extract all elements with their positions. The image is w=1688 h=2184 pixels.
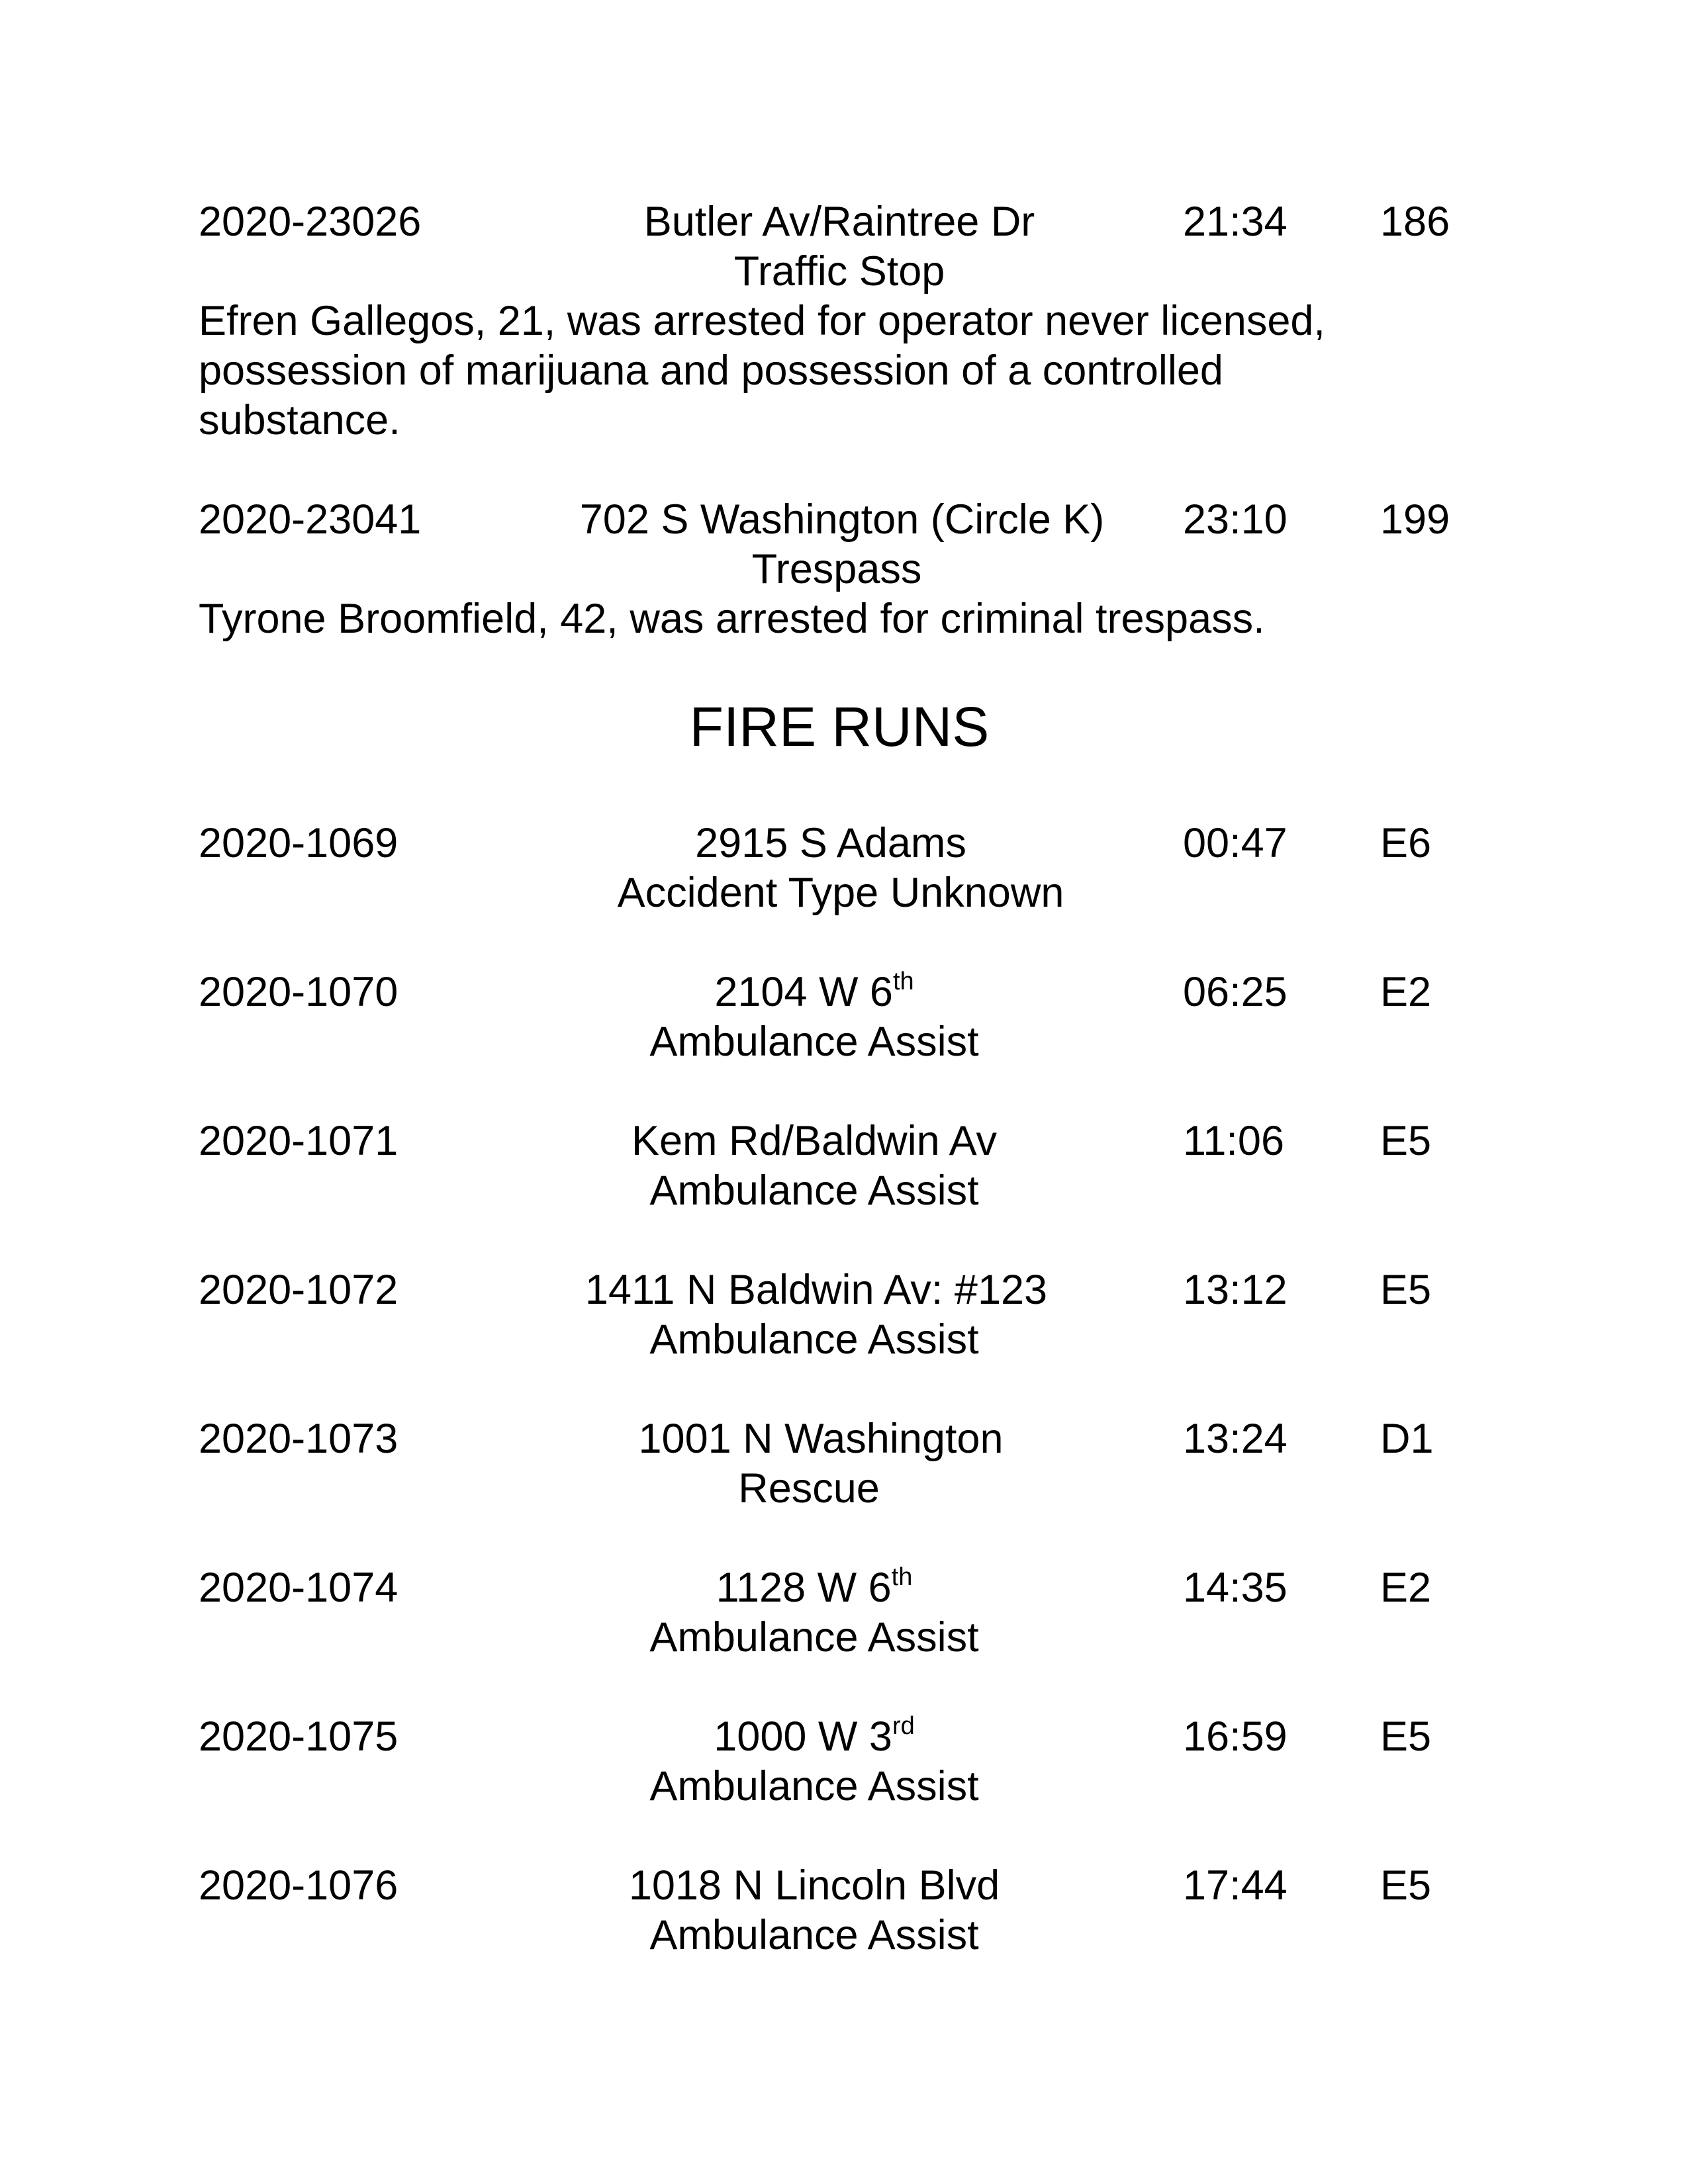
unit: E2 <box>1380 969 1432 1015</box>
narrative: Efren Gallegos, 21, was arrested for operator never licensed, possession of marijuana and possession of a controlled substance. <box>199 298 1325 443</box>
call-type: Ambulance Assist <box>649 1763 979 1809</box>
call-type: Accident Type Unknown <box>617 870 1064 916</box>
location: 1411 N Baldwin Av: #123 <box>585 1267 1048 1313</box>
time: 06:25 <box>1183 969 1288 1015</box>
location: 2104 W 6th <box>714 968 914 1015</box>
call-type: Ambulance Assist <box>649 1316 979 1363</box>
call-type: Ambulance Assist <box>649 1614 979 1661</box>
unit: E5 <box>1380 1713 1432 1760</box>
run-number: 2020-1069 <box>199 820 399 866</box>
run-number: 2020-1074 <box>199 1565 399 1611</box>
location: 1128 W 6th <box>716 1563 913 1611</box>
time: 16:59 <box>1183 1713 1288 1760</box>
run-number: 2020-1075 <box>199 1713 399 1760</box>
run-number: 2020-1073 <box>199 1416 399 1462</box>
run-number: 2020-1076 <box>199 1862 399 1909</box>
time: 14:35 <box>1183 1565 1288 1611</box>
call-type: Ambulance Assist <box>649 1912 979 1958</box>
unit: D1 <box>1380 1416 1434 1462</box>
unit: E2 <box>1380 1565 1432 1611</box>
location: 2915 S Adams <box>695 820 966 866</box>
unit: 199 <box>1380 496 1450 543</box>
time: 23:10 <box>1183 496 1288 543</box>
unit: E5 <box>1380 1267 1432 1313</box>
section-heading: FIRE RUNS <box>689 696 990 758</box>
unit: E6 <box>1380 820 1432 866</box>
case-number: 2020-23041 <box>199 496 422 543</box>
location: Butler Av/Raintree Dr <box>643 199 1035 245</box>
location: 1018 N Lincoln Blvd <box>628 1862 1000 1909</box>
location: 1001 N Washington <box>638 1416 1004 1462</box>
time: 11:06 <box>1183 1118 1284 1164</box>
run-number: 2020-1071 <box>199 1118 399 1164</box>
call-type: Ambulance Assist <box>649 1019 979 1065</box>
unit: E5 <box>1380 1118 1432 1164</box>
location: 1000 W 3rd <box>714 1712 915 1760</box>
run-number: 2020-1072 <box>199 1267 399 1313</box>
time: 17:44 <box>1183 1862 1288 1909</box>
run-number: 2020-1070 <box>199 969 399 1015</box>
call-type: Trespass <box>751 546 922 592</box>
time: 00:47 <box>1183 820 1288 866</box>
call-type: Rescue <box>738 1465 880 1512</box>
time: 13:24 <box>1183 1416 1288 1462</box>
narrative: Tyrone Broomfield, 42, was arrested for criminal trespass. <box>199 596 1265 642</box>
unit: E5 <box>1380 1862 1432 1909</box>
call-type: Ambulance Assist <box>649 1167 979 1214</box>
call-type: Traffic Stop <box>733 248 945 295</box>
location: Kem Rd/Baldwin Av <box>631 1118 998 1164</box>
time: 13:12 <box>1183 1267 1288 1313</box>
location: 702 S Washington (Circle K) <box>579 496 1105 543</box>
unit: 186 <box>1380 199 1450 245</box>
case-number: 2020-23026 <box>199 199 422 245</box>
time: 21:34 <box>1183 199 1288 245</box>
